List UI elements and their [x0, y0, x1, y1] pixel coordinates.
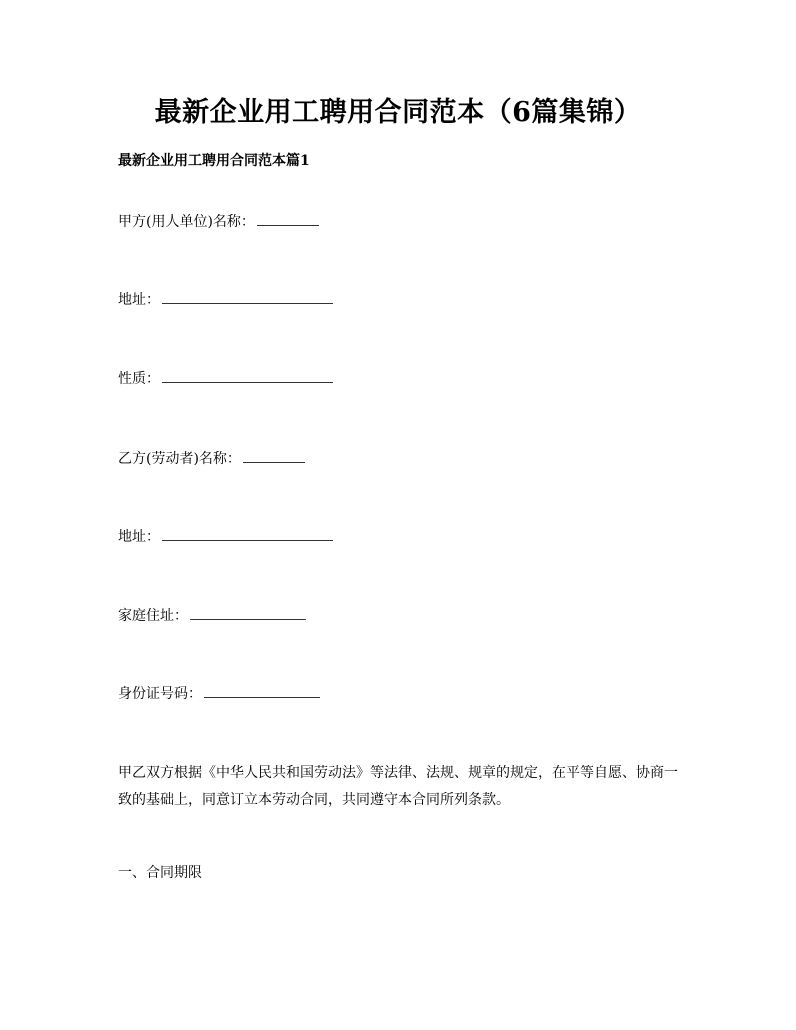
party-a-nature-label: 性质： [118, 371, 160, 387]
party-b-name-field [118, 448, 305, 469]
party-b-address-label: 地址： [118, 529, 160, 545]
party-b-address-field [118, 526, 333, 547]
party-a-address-blank [162, 289, 333, 304]
party-b-address-blank [162, 526, 333, 541]
agreement-paragraph: 甲乙双方根据《中华人民共和国劳动法》等法律、法规、规章的规定，在平等自愿、协商一致的基础上，同意订立本劳动合同，共同遵守本合同所列条款。 [118, 765, 678, 808]
party-a-address-field [118, 289, 333, 310]
id-number-field [118, 683, 320, 704]
document-title: 最新企业用工聘用合同范本（6篇集锦） [154, 97, 642, 128]
home-address-field [118, 605, 306, 626]
party-a-address-label: 地址： [118, 292, 160, 308]
home-address-label: 家庭住址： [118, 608, 188, 624]
section-heading-contract-term: 一、合同期限 [118, 865, 202, 881]
party-b-name-blank [243, 448, 305, 463]
id-number-label: 身份证号码： [118, 686, 202, 702]
party-b-name-label: 乙方(劳动者)名称： [118, 451, 241, 467]
section-subtitle: 最新企业用工聘用合同范本篇1 [118, 153, 310, 169]
id-number-blank [204, 683, 320, 698]
party-a-nature-field [118, 368, 333, 389]
party-a-name-field [118, 211, 319, 232]
party-a-nature-blank [162, 368, 333, 383]
party-a-name-blank [257, 211, 319, 226]
home-address-blank [190, 605, 306, 620]
party-a-name-label: 甲方(用人单位)名称： [118, 214, 255, 230]
